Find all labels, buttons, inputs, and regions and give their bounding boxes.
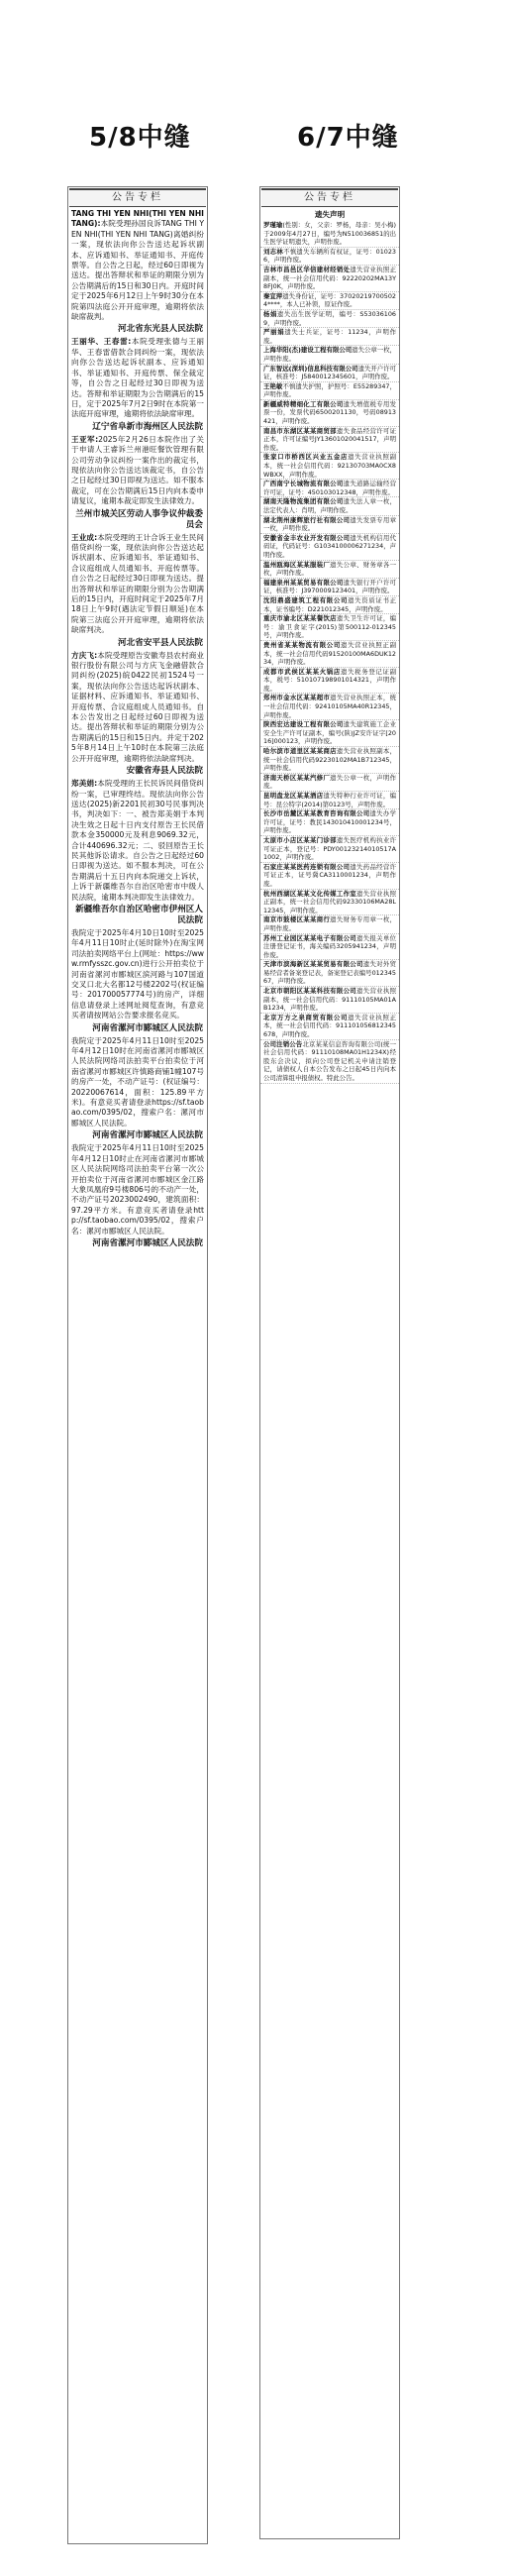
- lost-notice-text: 遗失公章一枚，声明作废。: [263, 346, 397, 363]
- lost-notice-text: 北京某某信息咨询有限公司(统一社会信用代码：91110108MA01H1234X)经股东会决议，拟向公司登记机关申请注销登记，请债权人自本公告发布之日起45日内向本公司清算组申报债权。特此公告。: [263, 1039, 396, 1082]
- lost-notice-name: 贵州省某某物流有限公司: [263, 640, 341, 649]
- court-notice: [68, 928, 207, 1036]
- court-notice-issuer: 新疆维吾尔自治区哈密市伊州区人民法院: [75, 904, 203, 925]
- lost-notice-item: [260, 668, 399, 695]
- court-notice: [68, 435, 207, 533]
- lost-notice-name: 新疆威特精细化工有限公司: [263, 399, 344, 408]
- court-notice-text: [68, 651, 207, 764]
- left-column-banner: 公告专栏: [69, 188, 206, 207]
- lost-notice-text: 遗失医疗机构执业许可证正本，登记号：PDY00123214010517A1002，声明作废。: [263, 835, 397, 862]
- lost-notice-text: 遗失药品经营许可证正本，证号冀CA3110001234，声明作废。: [263, 862, 397, 888]
- lost-notice-section-title: 遗失声明: [314, 210, 346, 219]
- lost-notice-item: [260, 1014, 399, 1040]
- lost-notice-item: [260, 915, 399, 933]
- court-notice-addressee: 郑美娟:: [71, 779, 98, 789]
- lost-notice-item: [260, 641, 399, 668]
- lost-notice-name: 天津市滨海新区某某贸易有限公司: [263, 960, 363, 969]
- lost-notice-name: 严丽娟: [263, 328, 285, 337]
- lost-notice-item: [260, 561, 399, 579]
- court-notice-addressee: 方庆飞:: [71, 650, 98, 660]
- lost-notice-item: [260, 809, 399, 836]
- lost-notice-item: [260, 579, 399, 596]
- lost-notice-item: [260, 310, 399, 328]
- left-notice-list: [68, 209, 207, 1251]
- left-column-title: 5/8中缝: [89, 123, 191, 153]
- right-notice-column: [259, 186, 400, 2539]
- lost-notice-text: 遗失营业执照副本，统一社会信用代码：92130703MA0CX8WBXX，声明作废。: [263, 453, 397, 479]
- lost-notice-name: 罗瑾瑜: [263, 221, 283, 229]
- court-notice-text: [68, 1036, 207, 1129]
- court-notice-body: 本院受理的王长民诉民间借贷纠纷一案，已审理终结。现依法向你公告送达(2025)新2201民初30号民事判决书，判决如下：一、被告郑美娟于本判决生效之日起十日内支付原告王长民借款本金350000元及利息9069.32元，合计440696.32元；二、驳回原告王长民其他诉讼请求。自公告之日起经过60日即视为送达。如不服本判决，可在公告期满后十五日内向本院递交上诉状，上诉于新疆维吾尔自治区哈密市中级人民法院，逾期本判决即发生法律效力。: [71, 779, 204, 902]
- lost-notice-name: 广东智远(深圳)信息科技有限公司: [263, 364, 358, 373]
- court-notice-addressee: 王业成:: [71, 532, 98, 542]
- lost-notice-name: 福建泉州某某贸易有限公司: [263, 578, 344, 587]
- court-notice-issuer: 安徽省寿县人民法院: [126, 766, 203, 777]
- lost-notice-name: 上海华阳(杰)建设工程有限公司: [263, 346, 353, 355]
- left-notice-column: [67, 186, 208, 2544]
- lost-notice-text: 遗失增值税专用发票一份，发票代码6500201130，号码08913421，声明作废。: [263, 399, 397, 426]
- lost-notice-text: 遗失公章、财务章各一枚，声明作废。: [263, 560, 397, 578]
- lost-notice-text: 遗失身份证，证号：370202197005024****，本人已补领，原证作废。: [263, 291, 396, 309]
- lost-notice-text: 遗失营业执照正副本，统一社会信用代码91520100MA6DUK1234，声明作废。: [263, 640, 397, 667]
- court-notice-body: 本院受理张德与王丽华、王春雷借款合同纠纷一案，现依法向你公告送达起诉状副本、应诉通知书、举证通知书、开庭传票、保全裁定等，自公告之日起经过30日即视为送达。答辩和举证期限为公告期满后的15日，定于2025年7月2日9时在本院第一法庭开庭审理，逾期将依法缺席审理。: [71, 337, 204, 419]
- lost-notice-text: 遗失营业执照正副本，统一社会信用代码92330106MA28L12345，声明作废。: [263, 889, 397, 914]
- lost-notice-text: 遗失食品经营许可证正本，许可证编号JY13601020041517，声明作废。: [263, 426, 397, 452]
- lost-notice-name: 吉林市昌邑区华信建材经销处: [263, 265, 351, 273]
- lost-notice-text: 不慎遗失车辆所有权证，证号：010236，声明作废。: [263, 247, 396, 265]
- lost-notice-text: 遗失营业执照正副本，统一社会信用代码：92220202MA13Y8FJ0K，声明作废。: [263, 265, 397, 291]
- lost-notice-name: 石家庄某某医药连锁有限公司: [263, 862, 351, 871]
- court-notice-text: [68, 533, 207, 636]
- lost-notice-text: 遗失道路运输经营许可证，证号：450103012348，声明作废。: [263, 480, 397, 496]
- lost-notice-item: [260, 836, 399, 863]
- lost-notice-item: [260, 863, 399, 890]
- lost-notice-name: 北京市朝阳区某某科技有限公司: [263, 987, 357, 996]
- lost-notice-text: 遗失营业执照正本，统一社会信用代码：92410105MA40R12345，声明作废。: [263, 694, 397, 719]
- lost-notice-item: [260, 534, 399, 561]
- court-notice-addressee: 王亚军:: [71, 434, 99, 444]
- lost-notice-item: [260, 720, 399, 747]
- lost-notice-item: [260, 328, 399, 346]
- lost-notice-name: 长沙市岳麓区某某教育咨询有限公司: [263, 809, 370, 818]
- court-notice-issuer: 河南省漯河市郾城区人民法院: [92, 1237, 203, 1248]
- lost-notice-name: 杨娟: [263, 309, 277, 318]
- lost-notice-name: 成都市武侯区某某火锅店: [263, 667, 341, 676]
- court-notice-text: [68, 779, 207, 903]
- court-notice: [68, 209, 207, 337]
- lost-notice-item: [260, 960, 399, 987]
- court-notice-issuer: 河南省漯河市郾城区人民法院: [92, 1022, 203, 1033]
- court-notice-body: 我院定于2025年4月10日10时至2025年4月11日10时止(延时除外)在淘宝网司法拍卖网络平台上(网址：https://www.rmfysszc.gov.cn)进行公开拍卖位于河南省漯河市郾城区滨河路与107国道交叉口北大名都12号楼2202号(权证编号：201700057774号)的房产，详细信息请登录上述网址阅览查询，有意竞买者请按网站公告要求报名竞买。: [71, 927, 204, 1020]
- lost-notice-name: 秦宜萍: [263, 291, 283, 300]
- lost-notice-name: 北京万方之泉商贸有限公司: [263, 1013, 349, 1021]
- lost-notice-item: [260, 1040, 399, 1084]
- lost-notice-name: 郑州市金水区某某超市: [263, 694, 331, 702]
- lost-notice-name: 广西南宁长城物流有限公司: [263, 480, 344, 488]
- lost-notice-item: [260, 934, 399, 961]
- lost-notice-item: [260, 382, 399, 400]
- lost-notice-item: [260, 792, 399, 809]
- lost-notice-name: 沈阳鼎盛建筑工程有限公司: [263, 595, 349, 604]
- lost-notice-name: 王艳敏: [263, 381, 283, 390]
- lost-notice-item: [260, 614, 399, 641]
- court-notice: [68, 651, 207, 779]
- lost-notice-item: [260, 453, 399, 480]
- lost-notice-item: [260, 480, 399, 497]
- lost-notice-item: [260, 400, 399, 427]
- lost-notice-item: [260, 774, 399, 792]
- court-notice: [68, 337, 207, 434]
- lost-notice-item: [260, 516, 399, 534]
- lost-notice-text: 遗失报关单位注册登记证书，海关编码3205941234，声明作废。: [263, 933, 397, 959]
- court-notice-body: 本院受理的王计合诉王业生民间借贷纠纷一案，现依法向你公告送达起诉状副本、应诉通知书、举证通知书、合议庭组成人员通知书、开庭传票等。自公告之日起经过30日即视为送达。提出答辩状和举证的期限分别为公告期满后的15日内，开庭时间定于2025年7月18日上午9时(遇法定节假日顺延)在本院第三法庭公开开庭审理，逾期将依法缺席判决。: [71, 532, 204, 635]
- lost-notice-text: 遗失税务登记证副本，税号：510107198901014321，声明作废。: [263, 667, 397, 693]
- lost-notice-text: 遗失营业执照副本，统一社会信用代码：91110105MA01AB1234，声明作废。: [263, 987, 397, 1013]
- lost-notice-text: 不慎遗失护照，护照号：E55289347，声明作废。: [263, 381, 396, 399]
- lost-notice-item: [260, 248, 399, 266]
- lost-notice-item: [260, 890, 399, 916]
- court-notice: [68, 533, 207, 651]
- court-notice-text: [68, 337, 207, 419]
- court-notice-issuer: 河北省东光县人民法院: [118, 324, 203, 335]
- lost-notice-name: 温州瓯海区某某服装厂: [263, 560, 331, 569]
- court-notice-issuer: 河北省安平县人民法院: [118, 637, 203, 648]
- lost-notice-item: [260, 266, 399, 292]
- court-notice-addressee: TANG THI YEN NHI(THI YEN NHI TANG):: [71, 209, 204, 229]
- lost-notice-name: 太原市小店区某某门诊部: [263, 835, 337, 844]
- court-notice-body: 我院定于2025年4月11日10时至2025年4月12日10时止在河南省漯河市郾城区人民法院网络司法拍卖平台第一次公开拍卖位于河南省漯河市郾城区金江路大象凤凰府9号楼806号的不动产一处，不动产证号2023002490，建筑面积：97.29平方米。有意竞买者请登录http://sf.taobao.com/0395/02，搜索户名：漯河市郾城区人民法院。: [71, 1143, 204, 1235]
- lost-notice-text: 遗失出生医学证明，编号：S530361069，声明作废。: [263, 309, 396, 327]
- court-notice: [68, 779, 207, 928]
- right-column-banner: 公告专栏: [261, 188, 398, 207]
- lost-notice-item: [260, 987, 399, 1014]
- lost-notice-text: 遗失法人章一枚，法定代表人：肖明，声明作废。: [263, 497, 397, 514]
- lost-notice-name: 公司注销公告: [263, 1039, 303, 1048]
- lost-notice-name: 济南天桥区某某汽修厂: [263, 773, 331, 782]
- lost-notice-name: 南昌市东湖区某某商贸部: [263, 426, 337, 435]
- lost-notice-text: (性别：女，父亲：罗杨，母亲：吴小梅)于2009年4月27日，编号为N510036851的出生医学证明遗失，声明作废。: [263, 221, 396, 247]
- lost-notice-name: 昆明盘龙区某某酒店: [263, 792, 324, 800]
- lost-notice-text: 遗失财务专用章一枚，声明作废。: [263, 915, 397, 932]
- court-notice-text: [68, 209, 207, 322]
- court-notice: [68, 1036, 207, 1144]
- lost-notice-item: [260, 497, 399, 515]
- lost-notice-item: [260, 596, 399, 614]
- lost-notice-name: 刘志林: [263, 247, 284, 256]
- lost-notice-name: 南京市鼓楼区某某商行: [263, 915, 331, 924]
- lost-notice-text: 遗失银行开户许可证，核准号：J3970009123401，声明作废。: [263, 578, 397, 595]
- lost-notice-text: 遗失对外贸易经营者备案登记表，备案登记表编号01234567，声明作废。: [263, 960, 397, 986]
- lost-notice-item: [260, 694, 399, 720]
- court-notice-body: 2025年2月26日本院作出了关于申请人王睿诉兰州港旺餐饮管理有限公司劳动争议纠纷一案作出的裁定书，现依法向你公告送达该裁定书，自公告之日起经过30日即视为送达。如不服本裁定，可在公告期满后15日内向本委申请复议，逾期本裁定即发生法律效力。: [71, 434, 204, 506]
- lost-notice-text: 遗失士兵证，证号：11234，声明作废。: [263, 328, 396, 345]
- lost-notice-text: 遗失卫生许可证，编号：渝卫食证字(2015)第500112-012345号，声明作废。: [263, 614, 397, 640]
- court-notice-issuer: 辽宁省阜新市海州区人民法院: [92, 421, 203, 432]
- lost-notice-item: [260, 427, 399, 454]
- court-notice-issuer: 兰州市城关区劳动人事争议仲裁委员会: [75, 508, 203, 530]
- court-notice-body: 本院受理孙国良诉TANG THI YEN NHI(THI YEN NHI TANG)离婚纠纷一案，现依法向你公告送达起诉状副本、应诉通知书、举证通知书、开庭传票等。自公告之日起，经过60日即视为送达。提出答辩状和举证的期限分别为公告期满后的15日和30日内。开庭时间定于2025年6月12日上午9时30分在本院第四法庭公开开庭审理，逾期将依法缺席裁判。: [71, 219, 204, 322]
- lost-notice-name: 杭州西湖区某某文化传媒工作室: [263, 889, 357, 898]
- lost-notice-list: [260, 221, 399, 1084]
- lost-notice-name: 安徽省金丰农业开发有限公司: [263, 533, 351, 542]
- lost-notice-item: [260, 221, 399, 248]
- lost-notice-text: 遗失营业执照正本，统一社会信用代码：911101056812345678，声明作废。: [263, 1013, 397, 1039]
- lost-notice-text: 遗失机构信用代码证，代码证号：G1034100006271234，声明作废。: [263, 533, 397, 559]
- right-column-title: 6/7中缝: [297, 123, 399, 153]
- court-notice-issuer: 河南省漯河市郾城区人民法院: [92, 1130, 203, 1141]
- court-notice: [68, 1143, 207, 1251]
- court-notice-body: 本院受理原告安徽寿县农村商业银行股份有限公司与方庆飞金融借款合同纠纷(2025)皖0422民初1524号一案，现依法向你公告送达起诉状副本、证据材料、应诉通知书、举证通知书、开庭传票、合议庭组成人员通知书。自本公告发出之日起经过60日即视为送达。提出答辩状和举证的期限分别为公告期满后的15日和15日内。并定于2025年8月14日上午10时在本院第三法庭公开开庭审理，逾期将依法缺席判决。: [71, 650, 204, 763]
- lost-notice-name: 湖北荆州康辉旅行社有限公司: [263, 515, 351, 524]
- court-notice-text: [68, 1143, 207, 1236]
- lost-notice-text: 遗失资质证书正本，证书编号：D221012345，声明作废。: [263, 595, 397, 613]
- court-notice-text: [68, 435, 207, 507]
- court-notice-body: 我院定于2025年4月11日10时至2025年4月12日10时在河南省漯河市郾城区人民法院网络司法拍卖平台拍卖位于河南省漯河市郾城区许慎路商铺1幢107号的房产一处，不动产证号：(权证编号：20220067614，面积：125.89平方米)。有意竞买者请登录https://sf.taobao.com/0395/02，搜索户名：漯河市郾城区人民法院。: [71, 1035, 204, 1127]
- lost-notice-item: [260, 346, 399, 364]
- lost-notice-text: 遗失开户许可证，核准号：J5840012345601，声明作废。: [263, 364, 397, 381]
- lost-notice-text: 遗失发票专用章一枚，声明作废。: [263, 515, 397, 533]
- lost-notice-item: [260, 365, 399, 382]
- court-notice-text: [68, 928, 207, 1021]
- lost-notice-item: [260, 747, 399, 774]
- lost-notice-name: 湖南天隆物流集团有限公司: [263, 497, 344, 506]
- lost-notice-name: 张家口市桥西区兴业五金店: [263, 453, 349, 462]
- lost-notice-text: 遗失特种行业许可证，编号：昆公特字(2014)第0123号，声明作废。: [263, 792, 397, 808]
- lost-notice-name: 陕西宏达建设工程有限公司: [263, 720, 344, 729]
- lost-notice-text: 遗失办学许可证，证号：教民143010410001234号，声明作废。: [263, 809, 397, 835]
- lost-notice-name: 重庆市渝北区某某餐饮店: [263, 614, 337, 623]
- lost-notice-text: 遗失营业执照副本，统一社会信用代码92230102MA1B712345，声明作废。: [263, 747, 397, 773]
- court-notice-addressee: 王丽华、王春雷:: [71, 337, 132, 347]
- lost-notice-text: 遗失公章一枚，声明作废。: [263, 773, 397, 791]
- lost-notice-item: [260, 292, 399, 310]
- lost-notice-name: 哈尔滨市道里区某某商店: [263, 747, 337, 756]
- lost-notice-name: 苏州工业园区某某电子有限公司: [263, 933, 357, 942]
- lost-notice-text: 遗失建筑施工企业安全生产许可证副本，编号(陕)JZ安许证字[2016]000123，声明作废。: [263, 720, 397, 746]
